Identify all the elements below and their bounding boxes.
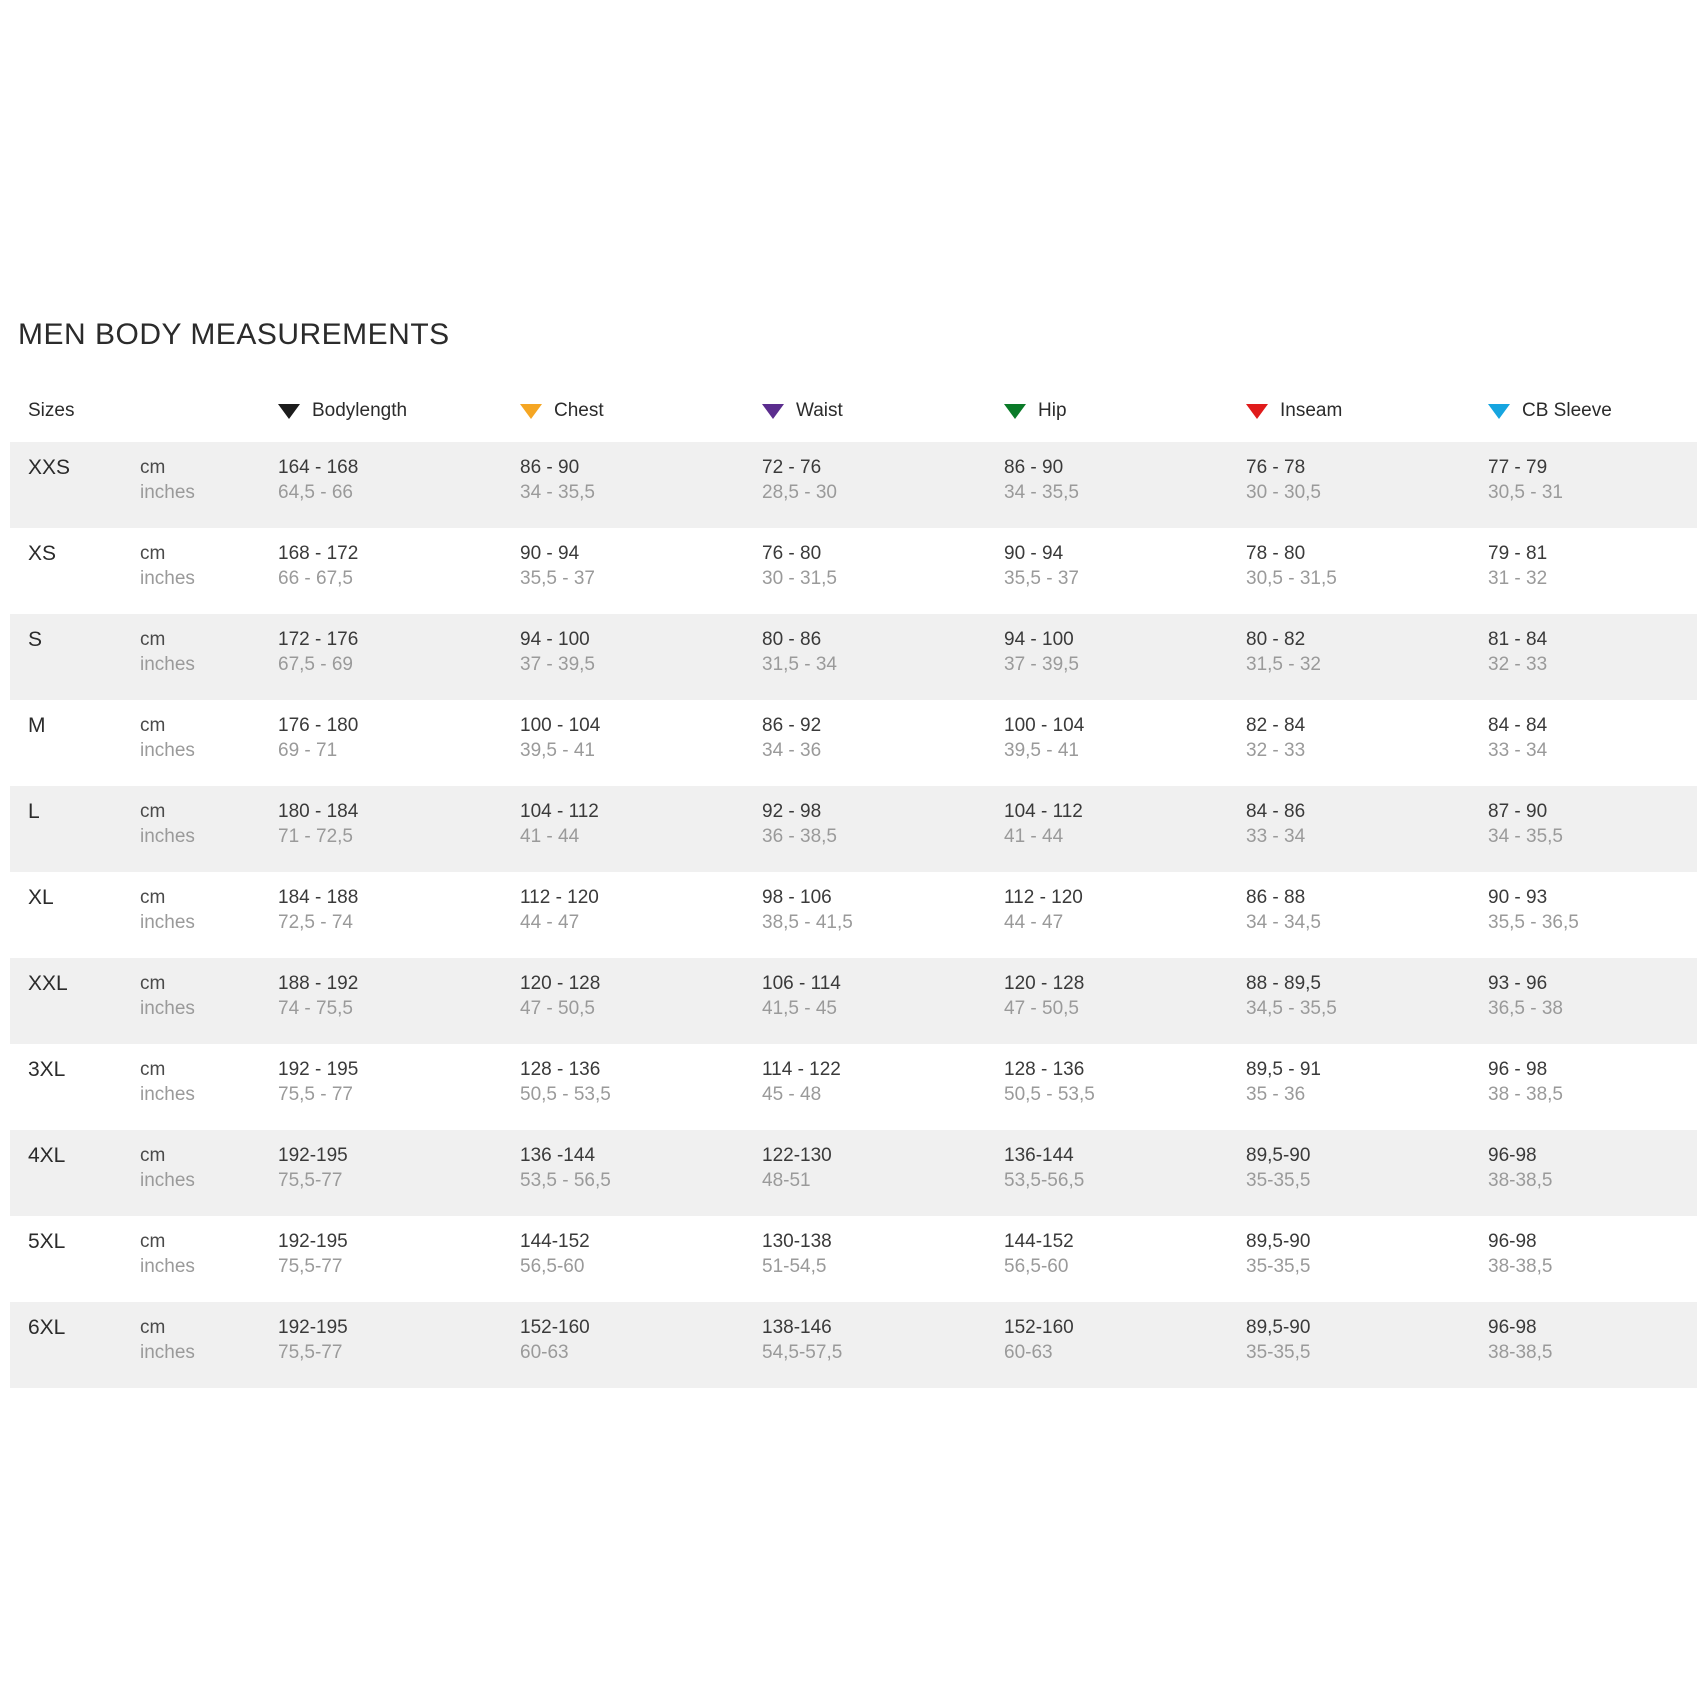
value-inches: 30 - 30,5 — [1246, 482, 1321, 504]
cell-waist — [762, 442, 1004, 528]
value-cm: 79 - 81 — [1488, 543, 1548, 564]
value-cm: 104 - 112 — [520, 801, 599, 822]
cell-waist — [762, 700, 1004, 786]
value-cm: 90 - 94 — [1004, 543, 1064, 564]
cell-hip — [1004, 528, 1246, 614]
unit-cm-label: cm — [140, 801, 166, 822]
cell-bodylength — [278, 1130, 520, 1216]
value-cm: 152-160 — [1004, 1317, 1074, 1338]
value-inches: 71 - 72,5 — [278, 826, 353, 848]
value-cm: 164 - 168 — [278, 457, 359, 478]
cell-chest — [520, 872, 762, 958]
value-cm: 77 - 79 — [1488, 457, 1548, 478]
value-inches: 38 - 38,5 — [1488, 1084, 1563, 1106]
unit-cm-label: cm — [140, 457, 166, 478]
table-row — [10, 614, 1697, 700]
value-cm: 176 - 180 — [278, 715, 359, 736]
column-header-label: Chest — [554, 400, 604, 421]
unit-inches-label: inches — [140, 912, 195, 934]
value-inches: 31 - 32 — [1488, 568, 1548, 590]
value-cm: 136 -144 — [520, 1145, 596, 1166]
value-inches: 56,5-60 — [520, 1256, 585, 1278]
cell-waist — [762, 958, 1004, 1044]
row-size: L — [28, 800, 40, 823]
value-inches: 38-38,5 — [1488, 1256, 1553, 1278]
value-inches: 41 - 44 — [1004, 826, 1064, 848]
value-inches: 35-35,5 — [1246, 1170, 1311, 1192]
cell-bodylength — [278, 700, 520, 786]
table-row — [10, 442, 1697, 528]
cell-waist — [762, 786, 1004, 872]
value-inches: 33 - 34 — [1488, 740, 1548, 762]
value-inches: 67,5 - 69 — [278, 654, 353, 676]
value-cm: 89,5-90 — [1246, 1317, 1311, 1338]
triangle-down-icon — [1488, 404, 1510, 419]
cell-chest — [520, 1302, 762, 1388]
value-inches: 35-35,5 — [1246, 1342, 1311, 1364]
value-cm: 100 - 104 — [1004, 715, 1085, 736]
unit-cm-label: cm — [140, 1317, 166, 1338]
cell-bodylength — [278, 1044, 520, 1130]
cell-inseam — [1246, 958, 1488, 1044]
row-units — [138, 786, 278, 872]
unit-cm-label: cm — [140, 1059, 166, 1080]
value-cm: 72 - 76 — [762, 457, 822, 478]
value-inches: 48-51 — [762, 1170, 811, 1192]
row-size: 3XL — [28, 1058, 66, 1081]
table-row — [10, 1302, 1697, 1388]
value-cm: 89,5-90 — [1246, 1145, 1311, 1166]
cell-cb-sleeve — [1488, 700, 1697, 786]
row-size: 5XL — [28, 1230, 66, 1253]
table-row — [10, 700, 1697, 786]
value-cm: 76 - 80 — [762, 543, 822, 564]
value-inches: 34,5 - 35,5 — [1246, 998, 1337, 1020]
value-inches: 38-38,5 — [1488, 1342, 1553, 1364]
value-cm: 86 - 90 — [1004, 457, 1064, 478]
cell-inseam — [1246, 700, 1488, 786]
value-inches: 75,5-77 — [278, 1256, 343, 1278]
row-size: 4XL — [28, 1144, 66, 1167]
value-inches: 30,5 - 31,5 — [1246, 568, 1337, 590]
value-cm: 168 - 172 — [278, 543, 359, 564]
value-cm: 188 - 192 — [278, 973, 359, 994]
value-inches: 50,5 - 53,5 — [520, 1084, 611, 1106]
cell-cb-sleeve — [1488, 1216, 1697, 1302]
value-inches: 47 - 50,5 — [520, 998, 595, 1020]
row-units — [138, 700, 278, 786]
value-cm: 90 - 94 — [520, 543, 580, 564]
table-row — [10, 786, 1697, 872]
cell-inseam — [1246, 442, 1488, 528]
value-cm: 138-146 — [762, 1317, 832, 1338]
cell-hip — [1004, 700, 1246, 786]
cell-hip — [1004, 872, 1246, 958]
value-cm: 90 - 93 — [1488, 887, 1548, 908]
value-inches: 75,5-77 — [278, 1170, 343, 1192]
value-inches: 38-38,5 — [1488, 1170, 1553, 1192]
value-inches: 37 - 39,5 — [1004, 654, 1079, 676]
value-inches: 35-35,5 — [1246, 1256, 1311, 1278]
cell-bodylength — [278, 442, 520, 528]
value-inches: 72,5 - 74 — [278, 912, 353, 934]
cell-hip — [1004, 1302, 1246, 1388]
unit-inches-label: inches — [140, 654, 195, 676]
row-units — [138, 958, 278, 1044]
column-header-waist — [762, 400, 1004, 442]
row-size: M — [28, 714, 46, 737]
cell-waist — [762, 528, 1004, 614]
cell-waist — [762, 1044, 1004, 1130]
unit-cm-label: cm — [140, 1231, 166, 1252]
value-inches: 41,5 - 45 — [762, 998, 837, 1020]
column-header-label: Hip — [1038, 400, 1067, 421]
table-row — [10, 872, 1697, 958]
table-row — [10, 1216, 1697, 1302]
unit-inches-label: inches — [140, 998, 195, 1020]
unit-inches-label: inches — [140, 1256, 195, 1278]
row-units — [138, 1216, 278, 1302]
row-units — [138, 442, 278, 528]
unit-inches-label: inches — [140, 826, 195, 848]
cell-chest — [520, 528, 762, 614]
cell-chest — [520, 1216, 762, 1302]
value-cm: 112 - 120 — [1004, 887, 1083, 908]
value-cm: 120 - 128 — [1004, 973, 1085, 994]
value-inches: 60-63 — [520, 1342, 569, 1364]
column-header-sizes — [10, 400, 278, 442]
value-cm: 104 - 112 — [1004, 801, 1083, 822]
row-units — [138, 1130, 278, 1216]
value-inches: 53,5 - 56,5 — [520, 1170, 611, 1192]
row-size: XXL — [28, 972, 68, 995]
value-cm: 93 - 96 — [1488, 973, 1548, 994]
value-cm: 100 - 104 — [520, 715, 601, 736]
value-inches: 38,5 - 41,5 — [762, 912, 853, 934]
cell-hip — [1004, 1044, 1246, 1130]
value-cm: 122-130 — [762, 1145, 832, 1166]
cell-waist — [762, 1216, 1004, 1302]
cell-bodylength — [278, 786, 520, 872]
table-row — [10, 1130, 1697, 1216]
cell-hip — [1004, 442, 1246, 528]
value-inches: 34 - 35,5 — [1004, 482, 1079, 504]
unit-inches-label: inches — [140, 568, 195, 590]
value-cm: 88 - 89,5 — [1246, 973, 1321, 994]
value-cm: 192 - 195 — [278, 1059, 359, 1080]
row-units — [138, 1044, 278, 1130]
value-cm: 89,5-90 — [1246, 1231, 1311, 1252]
value-cm: 86 - 88 — [1246, 887, 1306, 908]
value-cm: 130-138 — [762, 1231, 832, 1252]
value-inches: 32 - 33 — [1488, 654, 1548, 676]
value-cm: 84 - 84 — [1488, 715, 1548, 736]
value-inches: 31,5 - 32 — [1246, 654, 1321, 676]
unit-cm-label: cm — [140, 629, 166, 650]
value-cm: 192-195 — [278, 1317, 348, 1338]
cell-waist — [762, 1130, 1004, 1216]
cell-hip — [1004, 614, 1246, 700]
value-cm: 78 - 80 — [1246, 543, 1306, 564]
value-inches: 34 - 35,5 — [1488, 826, 1563, 848]
value-cm: 114 - 122 — [762, 1059, 841, 1080]
cell-inseam — [1246, 1302, 1488, 1388]
value-inches: 34 - 35,5 — [520, 482, 595, 504]
value-cm: 82 - 84 — [1246, 715, 1306, 736]
value-inches: 54,5-57,5 — [762, 1342, 843, 1364]
value-cm: 87 - 90 — [1488, 801, 1548, 822]
value-inches: 53,5-56,5 — [1004, 1170, 1085, 1192]
table-header — [10, 400, 1697, 442]
value-inches: 36,5 - 38 — [1488, 998, 1563, 1020]
column-header-hip — [1004, 400, 1246, 442]
cell-waist — [762, 1302, 1004, 1388]
cell-inseam — [1246, 786, 1488, 872]
value-cm: 184 - 188 — [278, 887, 359, 908]
value-cm: 152-160 — [520, 1317, 590, 1338]
value-inches: 30 - 31,5 — [762, 568, 837, 590]
unit-inches-label: inches — [140, 482, 195, 504]
cell-chest — [520, 700, 762, 786]
row-units — [138, 872, 278, 958]
value-cm: 96 - 98 — [1488, 1059, 1548, 1080]
value-cm: 172 - 176 — [278, 629, 359, 650]
cell-chest — [520, 614, 762, 700]
column-header-cb-sleeve — [1488, 400, 1697, 442]
cell-chest — [520, 958, 762, 1044]
unit-inches-label: inches — [140, 1084, 195, 1106]
row-units — [138, 614, 278, 700]
cell-inseam — [1246, 872, 1488, 958]
column-header-label: Sizes — [28, 400, 75, 421]
value-cm: 84 - 86 — [1246, 801, 1306, 822]
cell-cb-sleeve — [1488, 1130, 1697, 1216]
triangle-down-icon — [520, 404, 542, 419]
value-inches: 35,5 - 37 — [520, 568, 595, 590]
value-inches: 69 - 71 — [278, 740, 338, 762]
value-cm: 92 - 98 — [762, 801, 822, 822]
row-units — [138, 528, 278, 614]
unit-cm-label: cm — [140, 887, 166, 908]
value-cm: 76 - 78 — [1246, 457, 1306, 478]
page-title: MEN BODY MEASUREMENTS — [18, 318, 450, 351]
table-row — [10, 1044, 1697, 1130]
row-size: XS — [28, 542, 57, 565]
cell-hip — [1004, 1216, 1246, 1302]
value-inches: 28,5 - 30 — [762, 482, 837, 504]
cell-bodylength — [278, 872, 520, 958]
unit-inches-label: inches — [140, 1342, 195, 1364]
unit-cm-label: cm — [140, 1145, 166, 1166]
value-inches: 30,5 - 31 — [1488, 482, 1563, 504]
value-inches: 34 - 34,5 — [1246, 912, 1321, 934]
value-cm: 144-152 — [520, 1231, 590, 1252]
cell-hip — [1004, 958, 1246, 1044]
triangle-down-icon — [1004, 404, 1026, 419]
cell-waist — [762, 872, 1004, 958]
unit-inches-label: inches — [140, 1170, 195, 1192]
value-cm: 86 - 92 — [762, 715, 822, 736]
cell-cb-sleeve — [1488, 872, 1697, 958]
unit-inches-label: inches — [140, 740, 195, 762]
unit-cm-label: cm — [140, 973, 166, 994]
cell-cb-sleeve — [1488, 614, 1697, 700]
value-cm: 81 - 84 — [1488, 629, 1548, 650]
cell-bodylength — [278, 1216, 520, 1302]
cell-bodylength — [278, 958, 520, 1044]
header-row — [10, 400, 1697, 442]
row-size: S — [28, 628, 43, 651]
column-header-bodylength — [278, 400, 520, 442]
value-cm: 96-98 — [1488, 1231, 1537, 1252]
value-cm: 136-144 — [1004, 1145, 1074, 1166]
cell-cb-sleeve — [1488, 958, 1697, 1044]
cell-cb-sleeve — [1488, 442, 1697, 528]
value-inches: 75,5-77 — [278, 1342, 343, 1364]
value-inches: 45 - 48 — [762, 1084, 822, 1106]
value-inches: 66 - 67,5 — [278, 568, 353, 590]
value-inches: 39,5 - 41 — [1004, 740, 1079, 762]
column-header-label: Waist — [796, 400, 843, 421]
column-header-label: Bodylength — [312, 400, 408, 421]
body-measurements-table — [10, 400, 1697, 1388]
value-inches: 37 - 39,5 — [520, 654, 595, 676]
row-size: XL — [28, 886, 54, 909]
value-inches: 75,5 - 77 — [278, 1084, 353, 1106]
column-header-inseam — [1246, 400, 1488, 442]
column-header-chest — [520, 400, 762, 442]
value-inches: 32 - 33 — [1246, 740, 1306, 762]
value-inches: 35,5 - 37 — [1004, 568, 1079, 590]
table-body — [10, 442, 1697, 1388]
cell-chest — [520, 442, 762, 528]
cell-bodylength — [278, 528, 520, 614]
value-cm: 144-152 — [1004, 1231, 1074, 1252]
cell-hip — [1004, 1130, 1246, 1216]
cell-inseam — [1246, 614, 1488, 700]
value-inches: 35,5 - 36,5 — [1488, 912, 1579, 934]
value-cm: 94 - 100 — [520, 629, 590, 650]
cell-chest — [520, 786, 762, 872]
value-inches: 74 - 75,5 — [278, 998, 353, 1020]
value-cm: 80 - 82 — [1246, 629, 1306, 650]
value-inches: 60-63 — [1004, 1342, 1053, 1364]
value-cm: 192-195 — [278, 1231, 348, 1252]
value-inches: 64,5 - 66 — [278, 482, 353, 504]
value-inches: 44 - 47 — [1004, 912, 1064, 934]
row-size: XXS — [28, 456, 71, 479]
value-cm: 86 - 90 — [520, 457, 580, 478]
value-inches: 41 - 44 — [520, 826, 580, 848]
cell-chest — [520, 1044, 762, 1130]
cell-inseam — [1246, 1216, 1488, 1302]
cell-cb-sleeve — [1488, 786, 1697, 872]
value-cm: 96-98 — [1488, 1317, 1537, 1338]
triangle-down-icon — [278, 404, 300, 419]
unit-cm-label: cm — [140, 543, 166, 564]
triangle-down-icon — [762, 404, 784, 419]
cell-inseam — [1246, 528, 1488, 614]
value-cm: 112 - 120 — [520, 887, 599, 908]
cell-cb-sleeve — [1488, 1044, 1697, 1130]
value-cm: 128 - 136 — [1004, 1059, 1085, 1080]
cell-waist — [762, 614, 1004, 700]
value-cm: 80 - 86 — [762, 629, 822, 650]
cell-inseam — [1246, 1044, 1488, 1130]
cell-cb-sleeve — [1488, 1302, 1697, 1388]
cell-hip — [1004, 786, 1246, 872]
value-cm: 106 - 114 — [762, 973, 841, 994]
value-inches: 44 - 47 — [520, 912, 580, 934]
value-cm: 128 - 136 — [520, 1059, 601, 1080]
cell-bodylength — [278, 614, 520, 700]
cell-bodylength — [278, 1302, 520, 1388]
value-inches: 47 - 50,5 — [1004, 998, 1079, 1020]
unit-cm-label: cm — [140, 715, 166, 736]
table-row — [10, 528, 1697, 614]
value-cm: 96-98 — [1488, 1145, 1537, 1166]
value-inches: 50,5 - 53,5 — [1004, 1084, 1095, 1106]
value-inches: 56,5-60 — [1004, 1256, 1069, 1278]
value-inches: 35 - 36 — [1246, 1084, 1306, 1106]
column-header-label: Inseam — [1280, 400, 1343, 421]
value-cm: 89,5 - 91 — [1246, 1059, 1321, 1080]
value-inches: 34 - 36 — [762, 740, 822, 762]
value-cm: 180 - 184 — [278, 801, 359, 822]
value-inches: 39,5 - 41 — [520, 740, 595, 762]
value-cm: 98 - 106 — [762, 887, 832, 908]
cell-inseam — [1246, 1130, 1488, 1216]
value-cm: 120 - 128 — [520, 973, 601, 994]
value-inches: 33 - 34 — [1246, 826, 1306, 848]
row-units — [138, 1302, 278, 1388]
value-cm: 192-195 — [278, 1145, 348, 1166]
value-inches: 51-54,5 — [762, 1256, 827, 1278]
value-inches: 31,5 - 34 — [762, 654, 837, 676]
row-size: 6XL — [28, 1316, 66, 1339]
cell-chest — [520, 1130, 762, 1216]
column-header-label: CB Sleeve — [1522, 400, 1612, 421]
table-row — [10, 958, 1697, 1044]
cell-cb-sleeve — [1488, 528, 1697, 614]
triangle-down-icon — [1246, 404, 1268, 419]
value-inches: 36 - 38,5 — [762, 826, 837, 848]
value-cm: 94 - 100 — [1004, 629, 1074, 650]
